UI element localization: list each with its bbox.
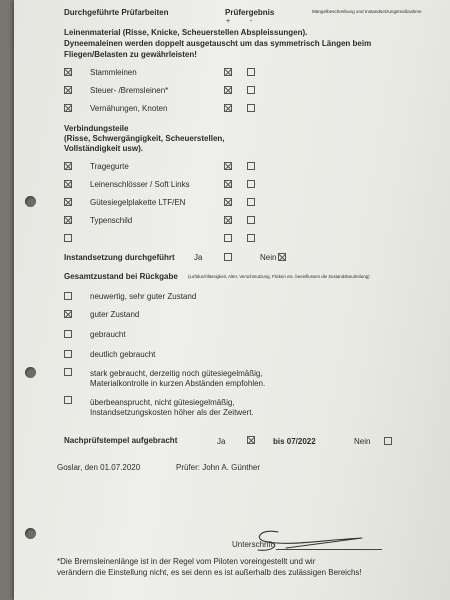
repair-label: Instandsetzung durchgeführt [64,253,175,262]
stamp-label: Nachprüfstempel aufgebracht [64,436,178,445]
condition-checkbox[interactable] [64,292,72,300]
signature-label: Unterschrift [232,540,273,549]
condition-checkbox[interactable] [64,330,72,338]
repair-ja-checkbox[interactable] [224,253,232,261]
condition-checkbox[interactable] [64,396,72,404]
footnote-line-1: *Die Bremsleinenlänge ist in der Regel vom Piloten voreingestellt und wir [57,557,316,566]
item-label: Steuer- /Bremsleinen* [90,86,169,95]
item-checkbox[interactable] [64,216,72,224]
header-plus-sign: + [226,18,231,25]
condition-checkbox[interactable] [64,310,72,318]
result-plus-checkbox[interactable] [224,104,232,112]
header-work-done: Durchgeführte Prüfarbeiten [64,8,169,17]
item-label: Typenschild [90,216,133,225]
result-minus-checkbox[interactable] [247,162,255,170]
connect-section-subtitle: (Risse, Schwergängigkeit, Scheuerstellen, [64,134,225,143]
result-plus-checkbox[interactable] [224,180,232,188]
result-plus-checkbox[interactable] [224,162,232,170]
result-plus-checkbox[interactable] [224,86,232,94]
item-label: Vernähungen, Knoten [90,104,168,113]
condition-label: überbeansprucht, nicht gütesiegelmäßig, [90,398,235,407]
item-checkbox[interactable] [64,234,72,242]
punch-hole [25,367,36,378]
repair-nein-checkbox[interactable] [278,253,286,261]
overall-section-note: (Luftdurchlässigkeit, Alter, Verschmutzung, Flicken etc. beeinflussen die Zustandsbeurteilung) [188,274,370,279]
condition-label-line2: Materialkontrolle in kurzen Abständen empfohlen. [90,379,266,388]
result-minus-checkbox[interactable] [247,86,255,94]
result-plus-checkbox[interactable] [224,216,232,224]
repair-ja-label: Ja [194,253,203,262]
condition-label: gebraucht [90,330,126,339]
stamp-nein-checkbox[interactable] [384,437,392,445]
condition-label: deutlich gebraucht [90,350,156,359]
result-plus-checkbox[interactable] [224,234,232,242]
result-minus-checkbox[interactable] [247,234,255,242]
stamp-ja-checkbox[interactable] [247,436,255,444]
item-checkbox[interactable] [64,162,72,170]
stamp-valid-until: bis 07/2022 [273,437,316,446]
lines-note-1: Dyneemaleinen werden doppelt ausgetauscht um das symmetrisch Längen beim [64,39,372,48]
condition-label: guter Zustand [90,310,140,319]
item-label: Leinenschlösser / Soft Links [90,180,190,189]
condition-label: stark gebraucht, derzeitig noch gütesiegelmäßig, [90,369,263,378]
handwritten-signature [242,526,392,556]
connect-section-subtitle: Vollständigkeit usw). [64,144,143,153]
header-minus-sign: - [250,18,253,25]
connect-section-title: Verbindungsteile [64,124,129,133]
condition-checkbox[interactable] [64,350,72,358]
item-checkbox[interactable] [64,104,72,112]
punch-hole [25,196,36,207]
result-minus-checkbox[interactable] [247,216,255,224]
result-minus-checkbox[interactable] [247,104,255,112]
result-minus-checkbox[interactable] [247,198,255,206]
footnote-line-2: verändern die Einstellung nicht, es sei denn es ist außerhalb des zulässigen Bereichs! [57,568,362,577]
result-plus-checkbox[interactable] [224,198,232,206]
repair-nein-label: Nein [260,253,277,262]
header-result: Prüfergebnis [225,8,275,17]
item-label: Stammleinen [90,68,137,77]
item-checkbox[interactable] [64,180,72,188]
item-label: Gütesiegelplakette LTF/EN [90,198,186,207]
item-checkbox[interactable] [64,68,72,76]
punch-hole [25,528,36,539]
header-defect-description: Mängelbeschreibung und Instandsetzungsmaßnahme [312,9,422,14]
stamp-nein-label: Nein [354,437,371,446]
result-minus-checkbox[interactable] [247,68,255,76]
stamp-ja-label: Ja [217,437,226,446]
item-checkbox[interactable] [64,198,72,206]
inspection-form-page [14,0,450,600]
result-plus-checkbox[interactable] [224,68,232,76]
result-minus-checkbox[interactable] [247,180,255,188]
lines-note-2: Fliegen/Belasten zu gewährleisten! [64,50,197,59]
item-checkbox[interactable] [64,86,72,94]
condition-label: neuwertig, sehr guter Zustand [90,292,197,301]
item-label: Tragegurte [90,162,129,171]
examiner-name: Prüfer: John A. Günther [176,463,261,472]
lines-section-title: Leinenmaterial (Risse, Knicke, Scheuerstellen Abspleissungen). [64,28,308,37]
place-date: Goslar, den 01.07.2020 [57,463,141,472]
overall-section-title: Gesamtzustand bei Rückgabe [64,272,178,281]
condition-checkbox[interactable] [64,368,72,376]
condition-label-line2: Instandsetzungskosten höher als der Zeitwert. [90,408,254,417]
